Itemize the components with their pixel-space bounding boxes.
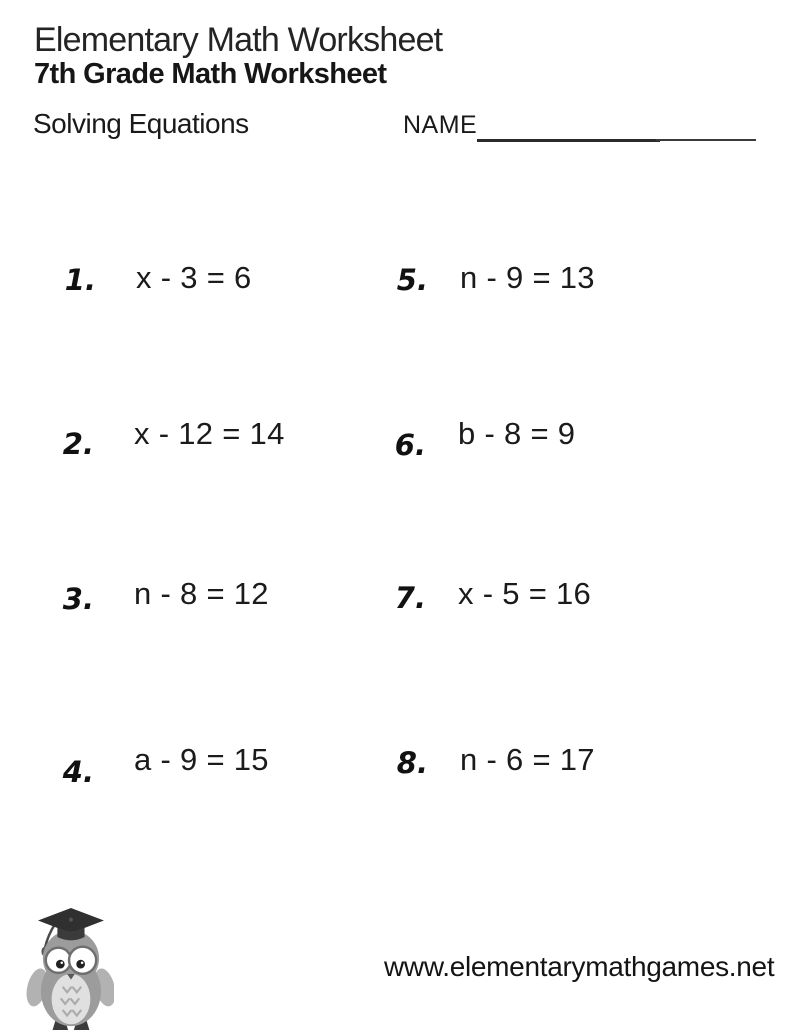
name-label: NAME [403, 111, 478, 139]
worksheet-subtitle: 7th Grade Math Worksheet [34, 58, 387, 90]
problem-equation: a - 9 = 15 [134, 742, 269, 777]
problem-equation: x - 12 = 14 [134, 416, 285, 451]
problem-equation: b - 8 = 9 [458, 416, 576, 451]
problem-equation: n - 9 = 13 [460, 260, 595, 295]
name-blank-field[interactable] [477, 139, 660, 142]
logo-text-line1: ELEMENTARY [96, 926, 277, 956]
problem-item [56, 416, 285, 461]
problem-number: 5. [396, 263, 428, 297]
problem-equation: n - 8 = 12 [134, 576, 269, 611]
problem-number: 3. [62, 582, 94, 616]
problem-item [56, 576, 269, 616]
problem-item [390, 742, 595, 778]
problem-equation: x - 3 = 6 [136, 260, 252, 295]
problem-number: 2. [62, 427, 94, 461]
problem-number: 6. [394, 428, 426, 462]
site-logo [26, 906, 277, 1032]
problem-equation: n - 6 = 17 [460, 742, 595, 777]
problem-number: 1. [64, 263, 96, 297]
problem-number: 7. [394, 581, 426, 615]
problem-number: 4. [62, 755, 94, 789]
problem-equation: x - 5 = 16 [458, 576, 592, 611]
problem-number: 8. [396, 746, 428, 780]
logo-wordmark [96, 928, 292, 1015]
logo-text-line2: MATH GAMES [102, 954, 211, 1017]
problem-item [58, 260, 252, 296]
name-blank-field-extension[interactable] [656, 139, 756, 141]
website-url: www.elementarymathgames.net [384, 951, 775, 982]
worksheet-title: Elementary Math Worksheet [34, 21, 443, 59]
problem-item [388, 416, 576, 462]
section-title: Solving Equations [33, 108, 249, 139]
problem-item [56, 742, 269, 789]
problem-item [390, 260, 595, 296]
problem-item [388, 576, 592, 615]
